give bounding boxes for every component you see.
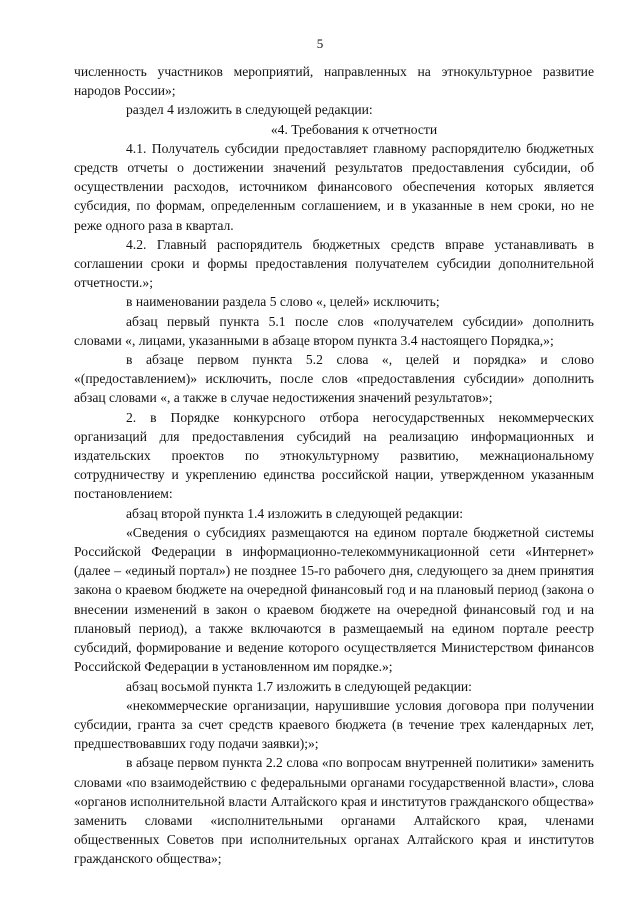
paragraph: абзац восьмой пункта 1.7 изложить в следующей редакции:	[126, 678, 472, 694]
paragraph: в абзаце первом пункта 2.2 слова «по вопросам внутренней политики» заменить словами «по взаимодействию с федеральными органами государственной власти», слова «органов исполнительной власти Алтайского края и институтов гражданского общества» заменить словами «исполнительными органами Алтайского края, членами общественных Советов при исполнительных органах Алтайского края и институтов гражданского общества»;	[74, 755, 594, 867]
paragraph: 4.1. Получатель субсидии предоставляет главному распорядителю бюджетных средств отчеты о достижении значений результатов предоставления субсидии, об осуществлении расходов, источником финансового обеспечения которых является субсидия, по формам, определенным соглашением, и в указанные в нем сроки, но не реже одного раза в квартал.	[74, 140, 594, 233]
section-heading: «4. Требования к отчетности	[270, 121, 438, 137]
paragraph: 4.2. Главный распорядитель бюджетных средств вправе устанавливать в соглашении сроки и формы предоставления получателем субсидии дополнительной отчетности.»;	[74, 236, 594, 291]
paragraph: абзац первый пункта 5.1 после слов «получателем субсидии» дополнить словами «, лицами, указанными в абзаце втором пункта 3.4 настоящего Порядка,»;	[74, 313, 594, 348]
paragraph: численность участников мероприятий, направленных на этнокультурное развитие народов России»;	[74, 64, 594, 99]
paragraph: в наименовании раздела 5 слово «, целей» исключить;	[126, 294, 440, 310]
paragraph: 2. в Порядке конкурсного отбора негосударственных некоммерческих организаций для предоставления субсидий на реализацию информационных и издательских проектов по этнокультурному развитию, межнациональному сотрудничеству и укреплению единства российской нации, утвержденном указанным постановлением:	[74, 409, 594, 502]
paragraph: раздел 4 изложить в следующей редакции:	[126, 102, 373, 118]
page-number: 5	[316, 36, 324, 51]
paragraph: «Сведения о субсидиях размещаются на едином портале бюджетной системы Российской Федерации в информационно-телекоммуникационной сети «Интернет» (далее – «единый портал») не позднее 15-го рабочего дня, следующего за днем принятия закона о краевом бюджете на очередной финансовый год и на плановый период (закона о внесении изменений в закон о краевом бюджете на очередной финансовый год и на плановый период), а также включаются в размещаемый на едином портале реестр субсидий, формирование и ведение которого осуществляется Министерством финансов Российской Федерации в установленном им порядке.»;	[74, 524, 594, 675]
paragraph: абзац второй пункта 1.4 изложить в следующей редакции:	[126, 505, 464, 521]
paragraph: в абзаце первом пункта 5.2 слова «, целей и порядка» и слово «(предоставлением)» исключить, после слов «предоставления субсидии» дополнить абзац словами «, а также в случае недостижения значений результатов»;	[74, 352, 594, 406]
paragraph: «некоммерческие организации, нарушившие условия договора при получении субсидии, гранта за счет средств краевого бюджета (в течение трех календарных лет, предшествовавших году подачи заявки);»;	[74, 697, 594, 752]
document-body	[74, 62, 594, 869]
